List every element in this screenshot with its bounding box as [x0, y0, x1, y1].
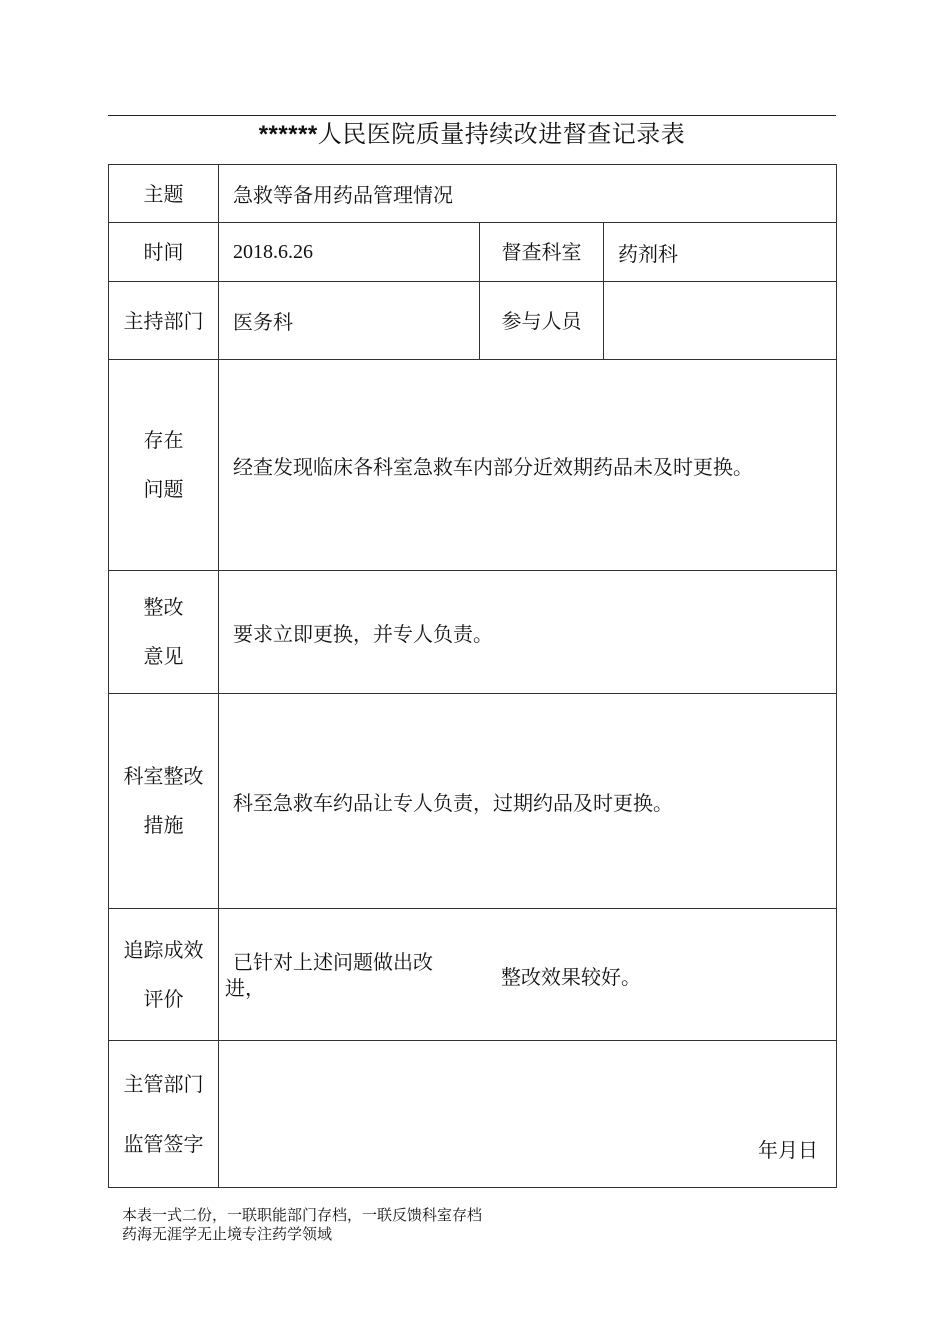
- opinion-label: [109, 571, 219, 694]
- participants-label: 参与人员: [480, 282, 604, 360]
- inspect-dept-value: 药剂科: [604, 223, 837, 282]
- row-sign: [109, 1041, 837, 1188]
- problem-label-line1: 存在: [143, 428, 184, 452]
- trace-label: [109, 909, 219, 1041]
- row-time: [109, 223, 837, 282]
- page-title: [108, 117, 836, 152]
- measure-label: [109, 694, 219, 909]
- inspect-dept-label: 督查科室: [480, 223, 604, 282]
- row-topic: [109, 165, 837, 223]
- topic-value: 急救等备用药品管理情况: [219, 165, 837, 223]
- trace-value-b: 整改效果较好。: [501, 965, 641, 989]
- inspection-record-table: [108, 164, 837, 1188]
- host-dept-value: 医务科: [219, 282, 480, 360]
- problem-label: [109, 360, 219, 571]
- host-dept-label: 主持部门: [109, 282, 219, 360]
- trace-value: [219, 909, 837, 1041]
- title-stars: ******: [258, 121, 318, 148]
- sign-label: [109, 1041, 219, 1188]
- trace-label-line1: 追踪成效: [123, 937, 204, 962]
- sign-value: [219, 1041, 837, 1188]
- sign-date: 年月日: [758, 1138, 819, 1162]
- problem-label-line2: 问题: [143, 477, 184, 501]
- measure-label-line2: 措施: [143, 813, 184, 837]
- sign-label-line2: 监管签字: [123, 1132, 204, 1156]
- measure-label-line1: 科室整改: [123, 764, 204, 788]
- row-trace: [109, 909, 837, 1041]
- opinion-value: 要求立即更换，并专人负责。: [219, 571, 837, 694]
- topic-label: 主题: [109, 165, 219, 223]
- trace-value-a: 已针对上述问题做出改进，: [225, 950, 433, 1000]
- trace-label-line2: 评价: [143, 986, 184, 1011]
- opinion-label-line2: 意见: [143, 644, 184, 668]
- row-opinion: [109, 571, 837, 694]
- problem-value: 经查发现临床各科室急救车内部分近效期药品未及时更换。: [219, 360, 837, 571]
- row-problem: [109, 360, 837, 571]
- footnote-line2: 药海无涯学无止境专注药学领域: [122, 1225, 333, 1243]
- measure-value: 科至急救车约品让专人负责，过期约品及时更换。: [219, 694, 837, 909]
- top-rule: [108, 115, 836, 116]
- footnote: [122, 1206, 482, 1244]
- footnote-line1: 本表一式二份，一联职能部门存档，一联反馈科室存档: [122, 1206, 483, 1224]
- row-host: [109, 282, 837, 360]
- time-value: 2018.6.26: [219, 223, 480, 282]
- row-measure: [109, 694, 837, 909]
- sign-label-line1: 主管部门: [123, 1072, 204, 1096]
- opinion-label-line1: 整改: [143, 595, 184, 619]
- title-text: 人民医院质量持续改进督查记录表: [317, 120, 686, 148]
- time-label: 时间: [109, 223, 219, 282]
- participants-value: [604, 282, 837, 360]
